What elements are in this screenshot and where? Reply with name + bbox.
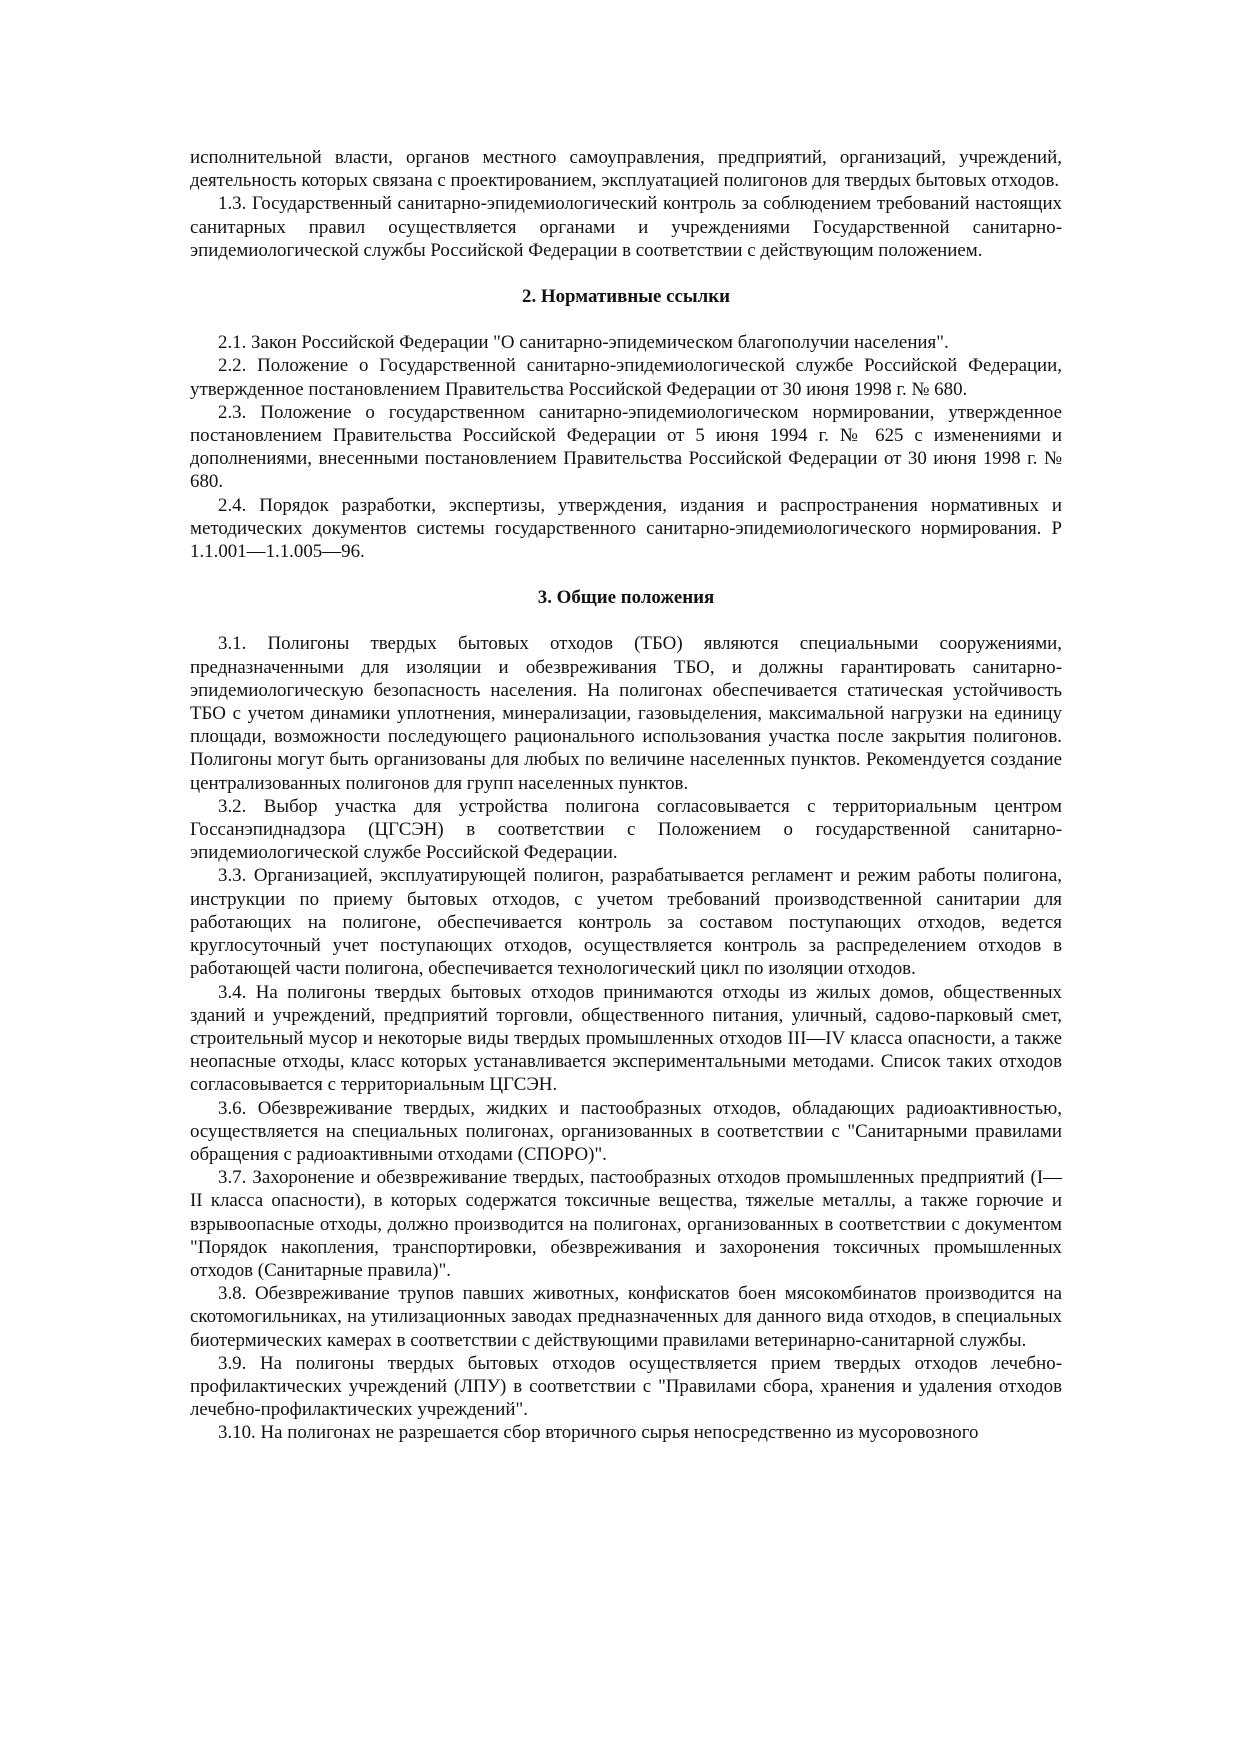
paragraph-3-6: 3.6. Обезвреживание твердых, жидких и пастообразных отходов, обладающих радиоактивностью, осуществляется на специальных полигонах, организованных в соответствии с "Санитарными правилами обращения с радиоактивными отходами (СПОРО)". (190, 1097, 1062, 1165)
paragraph-2-1: 2.1. Закон Российской Федерации "О санитарно-эпидемическом благополучии населения". (218, 332, 949, 354)
paragraph-3-9: 3.9. На полигоны твердых бытовых отходов осуществляется прием твердых отходов лечебно-профилактических учреждений (ЛПУ) в соответствии с "Правилами сбора, хранения и удаления отходов лечебно-профилактических учреждений". (190, 1352, 1062, 1421)
paragraph-2-2: 2.2. Положение о Государственной санитарно-эпидемиологической службе Российской Федерации, утвержденное постановлением Правительства Российской Федерации от 30 июня 1998 г. № 680. (190, 355, 1062, 400)
paragraph-3-1: 3.1. Полигоны твердых бытовых отходов (ТБО) являются специальными сооружениями, предназначенными для изоляции и обезвреживания ТБО, и должны гарантировать санитарно-эпидемиологическую безопасность населения. На полигонах обеспечивается статическая устойчивость ТБО с учетом динамики уплотнения, минерализации, газовыделения, максимальной нагрузки на единицу площади, возможности последующего рационального использования участка после закрытия полигонов. Полигоны могут быть организованы для любых по величине населенных пунктов. Рекомендуется создание централизованных полигонов для групп населенных пунктов. (190, 633, 1062, 794)
paragraph-3-7: 3.7. Захоронение и обезвреживание твердых, пастообразных отходов промышленных предприятий (I—II класса опасности), в которых содержатся токсичные вещества, тяжелые металлы, а также горючие и взрывоопасные отходы, должно производится на полигонах, организованных в соответствии с документом "Порядок накопления, транспортировки, обезвреживания и захоронения токсичных промышленных отходов (Санитарные правила)". (190, 1167, 1062, 1281)
paragraph-3-3: 3.3. Организацией, эксплуатирующей полигон, разрабатывается регламент и режим работы полигона, инструкции по приему бытовых отходов, с учетом требований производственной санитарии для работающих на полигоне, обеспечивается контроль за составом поступающих отходов, ведется круглосуточный учет поступающих отходов, осуществляется контроль за распределением отходов в работающей части полигона, обеспечивается технологический цикл по изоляции отходов. (190, 865, 1062, 980)
document-page (190, 146, 1062, 1445)
paragraph-1-3: 1.3. Государственный санитарно-эпидемиологический контроль за соблюдением требований настоящих санитарных правил осуществляется органами и учреждениями Государственной санитарно-эпидемиологической службы Российской Федерации в соответствии с действующим положением. (190, 193, 1062, 261)
paragraph-2-3: 2.3. Положение о государственном санитарно-эпидемиологическом нормировании, утвержденное постановлением Правительства Российской Федерации от 5 июня 1994 г. № 625 с изменениями и дополнениями, внесенными постановлением Правительства Российской Федерации от 30 июня 1998 г. № 680. (190, 401, 1062, 493)
paragraph-3-2: 3.2. Выбор участка для устройства полигона согласовывается с территориальным центром Госсанэпиднадзора (ЦГСЭН) в соответствии с Положением о государственной санитарно-эпидемиологической службе Российской Федерации. (190, 795, 1062, 864)
paragraph-2-4: 2.4. Порядок разработки, экспертизы, утверждения, издания и распространения нормативных и методических документов системы государственного санитарно-эпидемиологического нормирования. Р 1.1.001—1.1.005—96. (190, 494, 1062, 563)
intro-continuation-paragraph: исполнительной власти, органов местного самоуправления, предприятий, организаций, учреждений, деятельность которых связана с проектированием, эксплуатацией полигонов для твердых бытовых отходов. (190, 147, 1062, 192)
section-2-heading: 2. Нормативные ссылки (522, 286, 730, 308)
section-3-heading: 3. Общие положения (537, 587, 715, 609)
paragraph-3-4: 3.4. На полигоны твердых бытовых отходов принимаются отходы из жилых домов, общественных зданий и учреждений, предприятий торговли, общественного питания, уличный, садово-парковый смет, строительный мусор и некоторые виды твердых промышленных отходов III—IV класса опасности, а также неопасные отходы, класс которых устанавливается экспериментальными методами. Список таких отходов согласовывается с территориальным ЦГСЭН. (190, 981, 1062, 1096)
paragraph-3-8: 3.8. Обезвреживание трупов павших животных, конфискатов боен мясокомбинатов производится на скотомогильниках, на утилизационных заводах предназначенных для данного вида отходов, в специальных биотермических камерах в соответствии с действующими правилами ветеринарно-санитарной службы. (190, 1283, 1062, 1351)
paragraph-3-10: 3.10. На полигонах не разрешается сбор вторичного сырья непосредственно из мусоровозного (218, 1422, 979, 1444)
